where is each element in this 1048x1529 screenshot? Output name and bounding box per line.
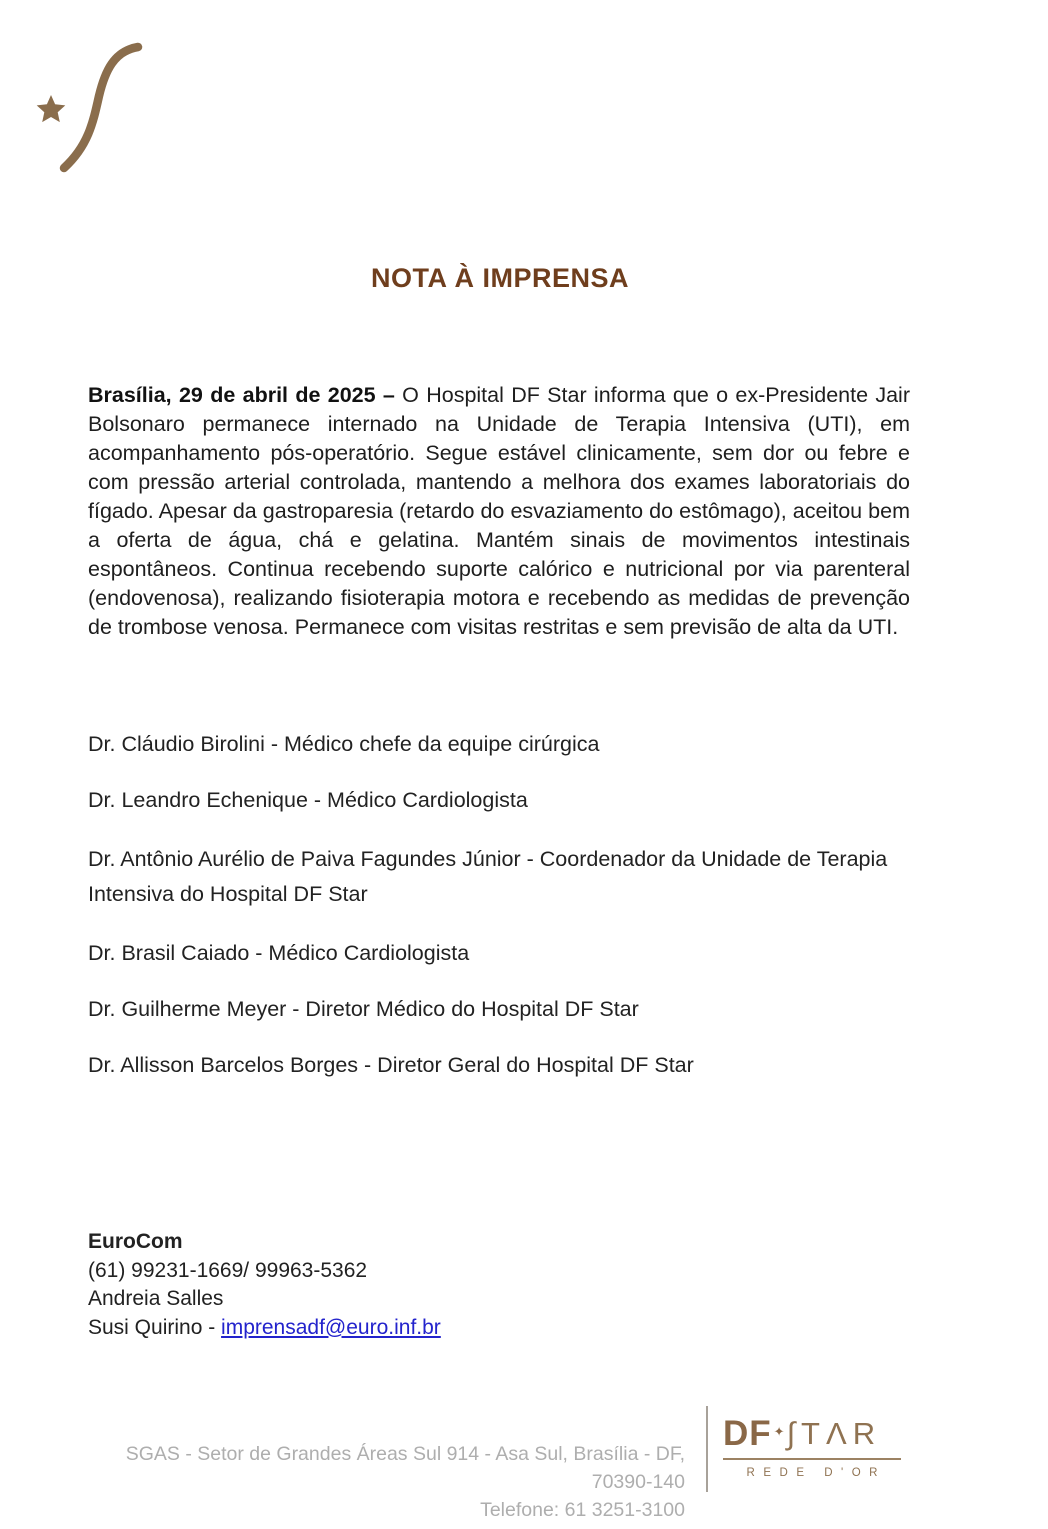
signatory-item: Dr. Antônio Aurélio de Paiva Fagundes Júnior - Coordenador da Unidade de Terapia Intensiva do Hospital DF Star	[88, 847, 888, 906]
dfstar-logo-rule	[723, 1458, 901, 1460]
hospital-address-line: SGAS - Setor de Grandes Áreas Sul 914 - Asa Sul, Brasília - DF, 70390-140	[125, 1443, 685, 1493]
signatory-item: Dr. Guilherme Meyer - Diretor Médico do Hospital DF Star	[88, 997, 639, 1021]
rede-dor-tagline: REDE D'OR	[746, 1467, 886, 1479]
press-contact-2	[88, 1314, 688, 1343]
hospital-address	[88, 1440, 685, 1524]
signatory-item: Dr. Brasil Caiado - Médico Cardiologista	[88, 941, 470, 965]
signatories-list	[88, 730, 910, 1107]
star-separator-icon: ✦	[773, 1424, 785, 1439]
signatory-item: Dr. Cláudio Birolini - Médico chefe da equipe cirúrgica	[88, 732, 600, 756]
signatory-item: Dr. Leandro Echenique - Médico Cardiologista	[88, 788, 528, 812]
release-text: O Hospital DF Star informa que o ex-Presidente Jair Bolsonaro permanece internado na Unidade de Terapia Intensiva (UTI), em acompanhamento pós-operatório. Segue estável clinicamente, sem dor ou febre e com pressão arterial controlada, mantendo a melhora dos exames laboratoriais do fígado. Apesar da gastroparesia (retardo do esvaziamento do estômago), aceitou bem a oferta de água, chá e gelatina. Mantém sinais de movimentos intestinais espontâneos. Continua recebendo suporte calórico e nutricional por via parenteral (endovenosa), realizando fisioterapia motora e recebendo as medidas de prevenção de trombose venosa. Permanece com visitas restritas e sem previsão de alta da UTI.	[88, 383, 910, 639]
press-email-link[interactable]: imprensadf@euro.inf.br	[221, 1315, 441, 1339]
star-icon	[37, 95, 66, 122]
dfstar-logo-wordmark	[723, 1414, 901, 1454]
s-curve-icon	[64, 47, 138, 168]
dfstar-logo-df: DF	[723, 1414, 772, 1453]
press-agency-name: EuroCom	[88, 1230, 183, 1253]
dfstar-logo	[723, 1414, 901, 1479]
press-contact-1: Andreia Salles	[88, 1287, 224, 1310]
hospital-phone-line: Telefone: 61 3251-3100	[480, 1499, 685, 1521]
footer-divider	[706, 1406, 708, 1492]
release-paragraph	[88, 381, 910, 642]
hospital-brand-mark	[28, 34, 178, 224]
signatory-item: Dr. Allisson Barcelos Borges - Diretor Geral do Hospital DF Star	[88, 1053, 694, 1077]
press-contact-block	[88, 1228, 688, 1342]
page-title: NOTA À IMPRENSA	[370, 263, 629, 293]
press-phones: (61) 99231-1669/ 99963-5362	[88, 1258, 368, 1282]
dfstar-logo-star: ∫TΛR	[786, 1416, 882, 1451]
press-contact-2-name: Susi Quirino -	[88, 1315, 222, 1339]
release-dateline: Brasília, 29 de abril de 2025 –	[88, 383, 395, 407]
